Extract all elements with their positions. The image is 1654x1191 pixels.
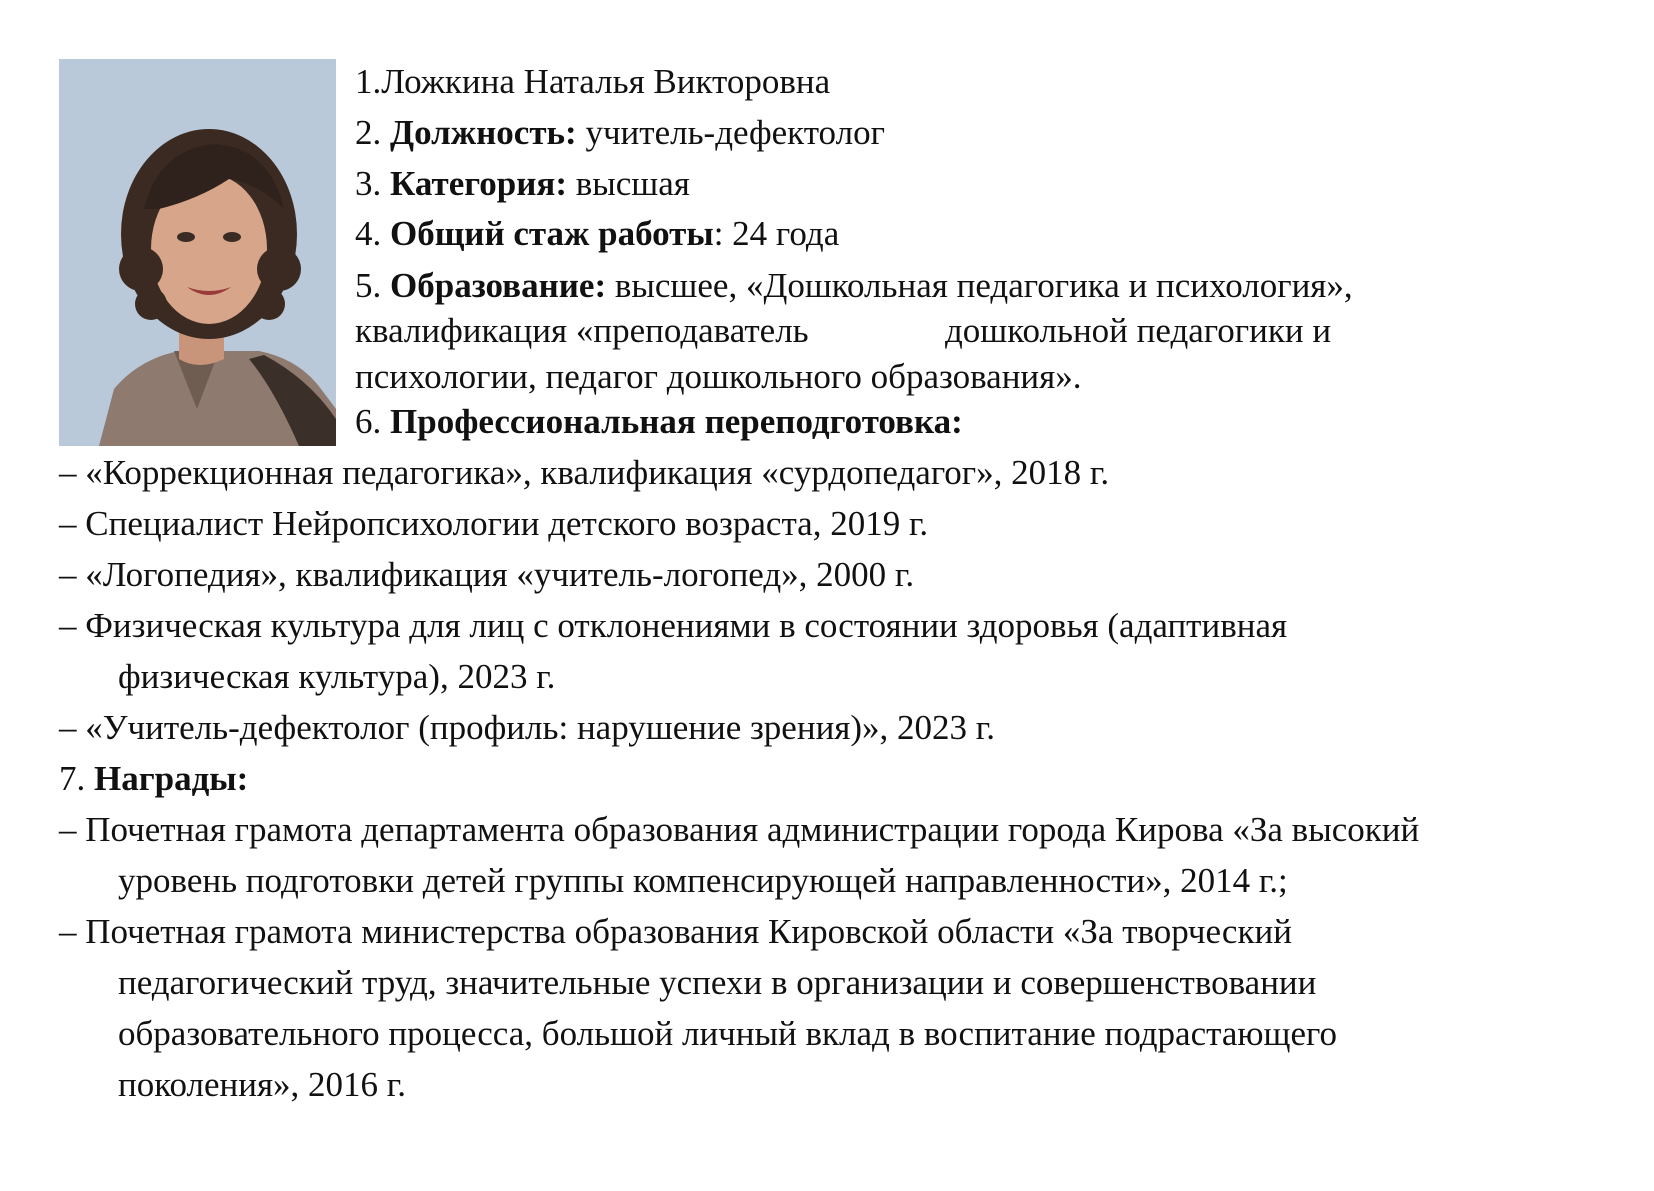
position-value: учитель-дефектолог [576, 113, 885, 152]
retraining-item-4: – Физическая культура для лиц с отклонениями в состоянии здоровья (адаптивная [59, 606, 1288, 645]
award-2-line-3: образовательного процесса, большой личный вклад в воспитание подрастающего [118, 1014, 1338, 1053]
education-line-2b: дошкольной педагогики и [945, 311, 1332, 350]
portrait-photo [59, 59, 336, 446]
education-num: 5. [355, 266, 382, 305]
category-num: 3. [355, 164, 382, 203]
education-value: высшее, «Дошкольная педагогика и психология», [606, 266, 1353, 305]
education-line-2a: квалификация «преподаватель [355, 311, 809, 350]
position-line [355, 115, 885, 150]
position-num: 2. [355, 113, 382, 152]
education-line-1 [355, 268, 1353, 303]
retraining-label: Профессиональная переподготовка: [390, 402, 963, 441]
awards-label: Награды: [94, 759, 249, 798]
name-line: 1.Ложкина Наталья Викторовна [355, 62, 831, 101]
education-line-3: психологии, педагог дошкольного образования». [355, 357, 1082, 396]
award-1-line-2: уровень подготовки детей группы компенсирующей направленности», 2014 г.; [118, 861, 1288, 900]
awards-heading [59, 761, 248, 796]
category-line [355, 166, 690, 201]
retraining-heading [355, 404, 963, 439]
retraining-item-5: – «Учитель-дефектолог (профиль: нарушение зрения)», 2023 г. [59, 708, 995, 747]
portrait-image [59, 59, 336, 446]
retraining-num: 6. [355, 402, 382, 441]
retraining-item-2: – Специалист Нейропсихологии детского возраста, 2019 г. [59, 504, 929, 543]
retraining-item-1: – «Коррекционная педагогика», квалификация «сурдопедагог», 2018 г. [59, 453, 1110, 492]
awards-num: 7. [59, 759, 86, 798]
position-label: Должность: [390, 113, 577, 152]
experience-line [355, 216, 839, 251]
experience-num: 4. [355, 214, 382, 253]
award-2-line-1: – Почетная грамота министерства образования Кировской области «За творческий [59, 912, 1292, 951]
education-label: Образование: [390, 266, 607, 305]
experience-value: : 24 года [713, 214, 840, 253]
experience-label: Общий стаж работы [390, 214, 714, 253]
retraining-item-3: – «Логопедия», квалификация «учитель-логопед», 2000 г. [59, 555, 915, 594]
award-1-line-1: – Почетная грамота департамента образования администрации города Кирова «За высокий [59, 810, 1420, 849]
category-value: высшая [566, 164, 690, 203]
category-label: Категория: [390, 164, 567, 203]
retraining-item-4-cont: физическая культура), 2023 г. [118, 657, 556, 696]
award-2-line-2: педагогический труд, значительные успехи в организации и совершенствовании [118, 963, 1317, 1002]
award-2-line-4: поколения», 2016 г. [118, 1065, 406, 1104]
